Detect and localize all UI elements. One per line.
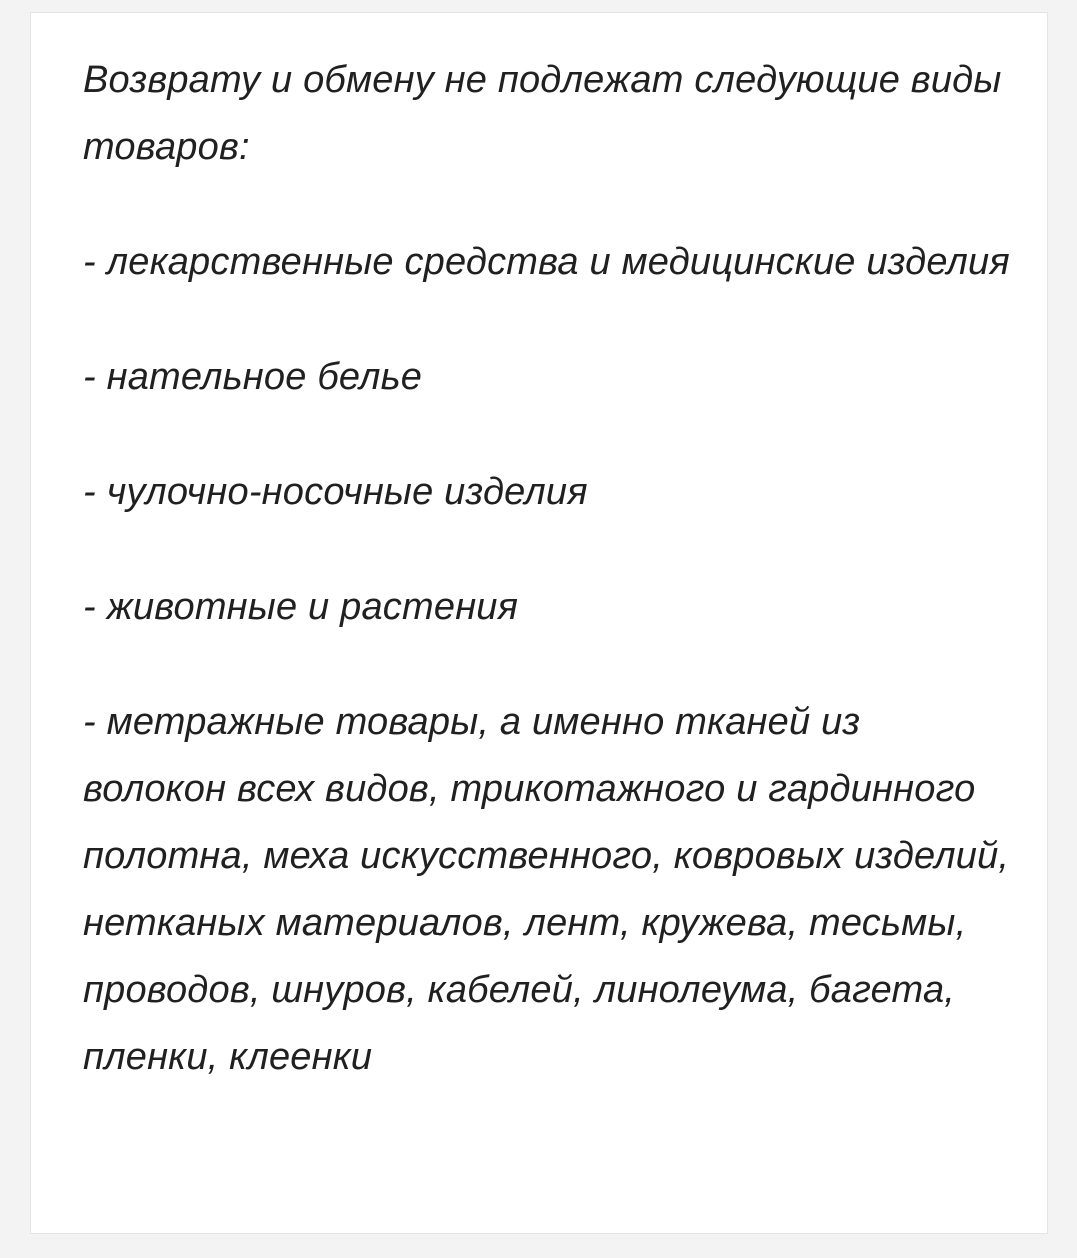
list-item: - чулочно-носочные изделия [83,471,588,513]
list-item: - нательное белье [83,356,423,398]
intro-paragraph: Возврату и обмену не подлежат следующие виды товаров: [83,59,1002,168]
document-card [30,12,1048,1234]
list-item: - животные и растения [83,586,519,628]
document-text [83,47,1013,1091]
list-item: - метражные товары, а именно тканей из волокон всех видов, трикотажного и гардинного полотна, меха искусственного, ковровых изделий, нетканых материалов, лент, кружева, тесьмы, проводов, шнуров, кабелей, линолеума, багета, пленки, клеенки [83,701,1010,1078]
list-item: - лекарственные средства и медицинские изделия [83,241,1010,283]
